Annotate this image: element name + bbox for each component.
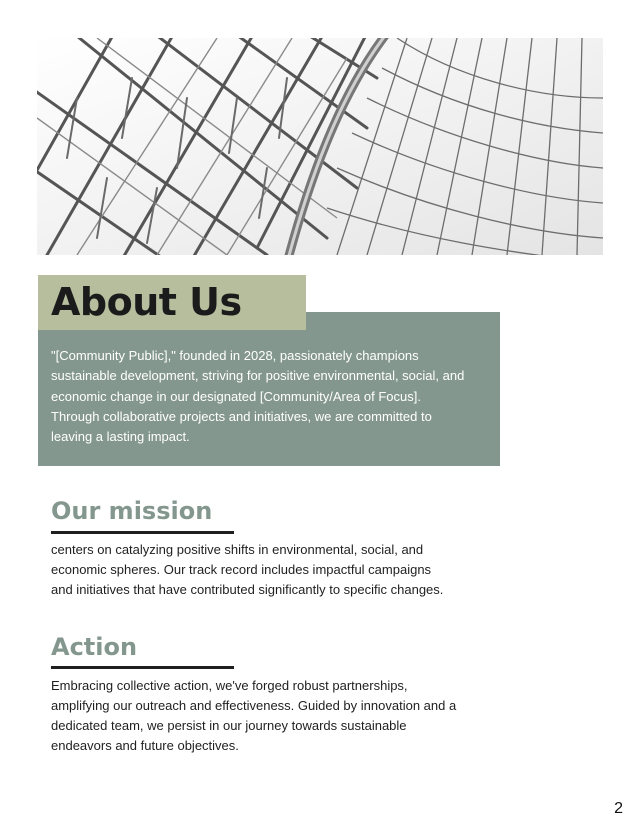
action-divider [51, 666, 234, 669]
mission-divider [51, 531, 234, 534]
hero-image [37, 38, 603, 255]
mission-title: Our mission [51, 497, 213, 525]
action-text: Embracing collective action, we've forged robust partnerships, amplifying our outreach and effectiveness. Guided by innovation and a dedicated team, we persist in our journey towards sustainable endeavors and future objectives. [51, 678, 457, 754]
glass-roof-illustration [37, 38, 603, 255]
action-title: Action [51, 633, 138, 661]
page-number: 2 [614, 800, 623, 817]
about-text: "[Community Public]," founded in 2028, passionately champions sustainable development, striving for positive environmental, social, and economic change in our designated [Community/Area of Focus]. Through collaborative projects and initiatives, we are committed to leaving a lasting impact. [51, 348, 465, 445]
mission-text: centers on catalyzing positive shifts in environmental, social, and economic spheres. Our track record includes impactful campaigns and initiatives that have contributed significantly to specific changes. [51, 542, 444, 598]
about-title: About Us [51, 280, 242, 324]
